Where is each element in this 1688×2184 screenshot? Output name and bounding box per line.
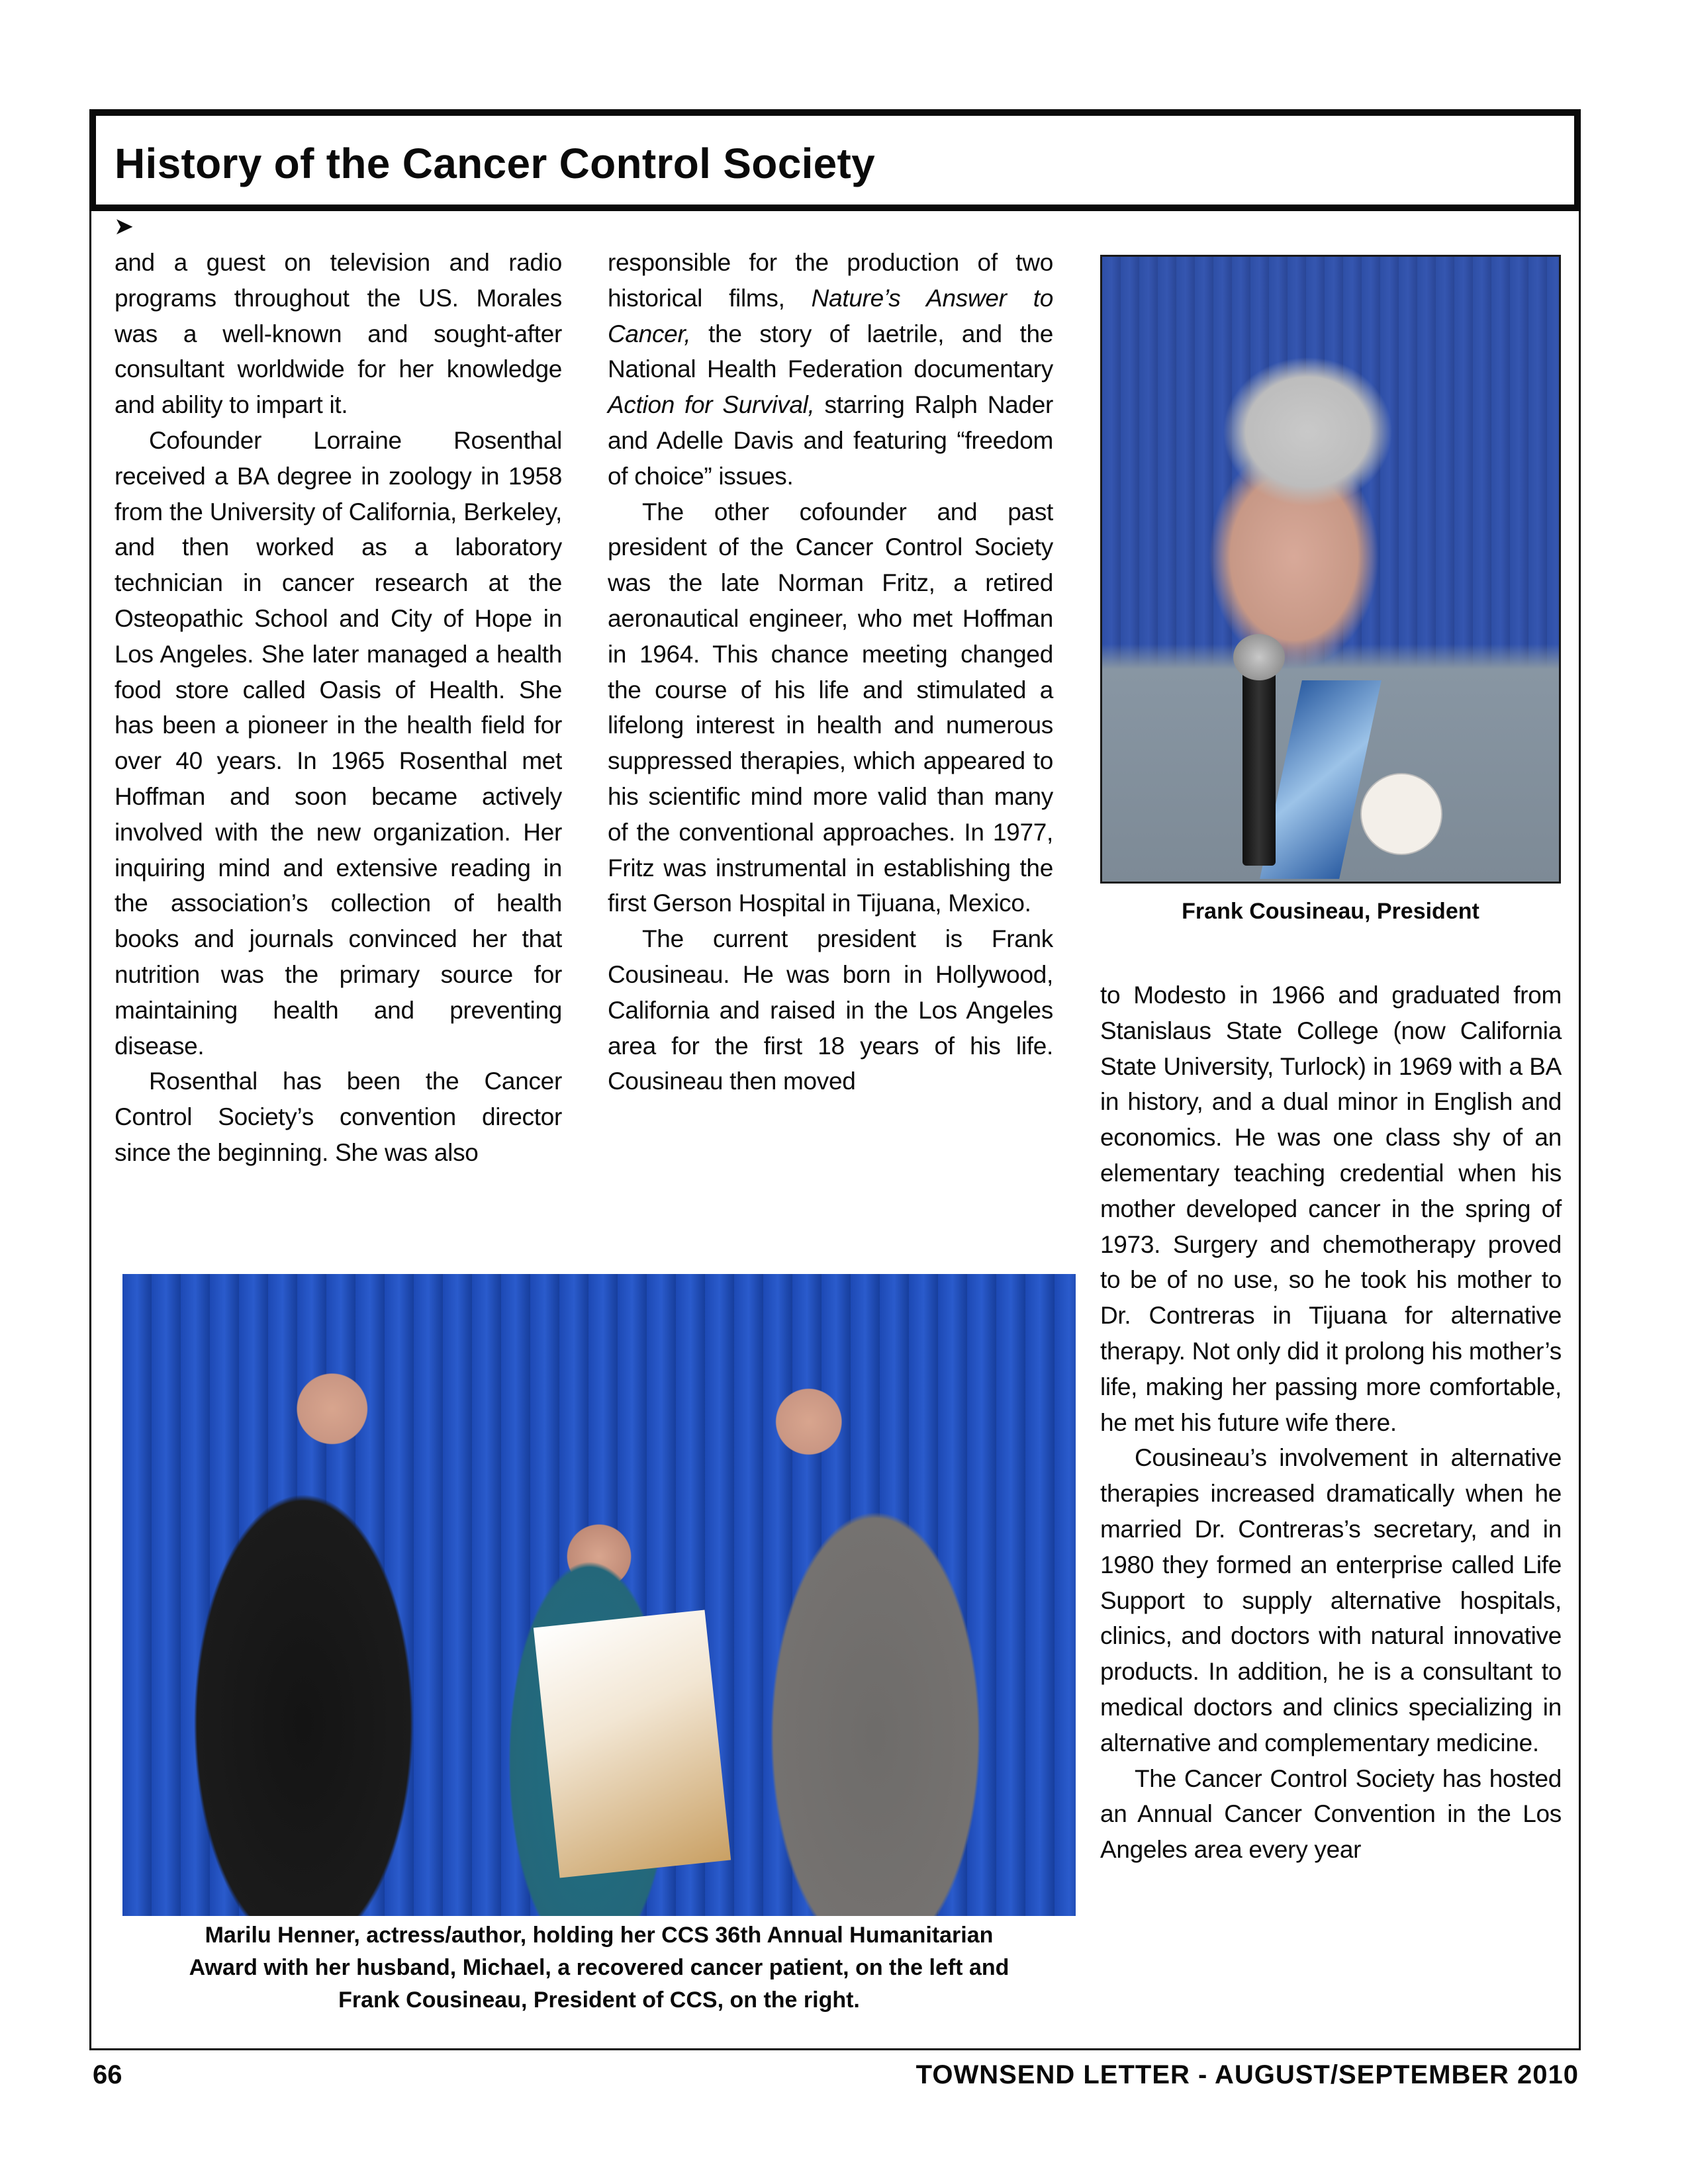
portrait-caption: Frank Cousineau, President <box>1182 899 1479 924</box>
text-run: responsible for the production of two historical films, <box>608 249 1053 312</box>
group-photo-caption <box>122 1919 1076 2017</box>
paragraph: Cousineau’s involvement in alternative therapies increased dramatically when he married Dr. Contreras’s secretary, and in 1980 they formed an enterprise called Life Support to supply alternative hospitals, clinics, and doctors with natural innovative products. In addition, he is a consultant to medical doctors and clinics specializing in alternative and complementary medicine. <box>1100 1444 1562 1756</box>
publication-footer: TOWNSEND LETTER - AUGUST/SEPTEMBER 2010 <box>915 2060 1579 2089</box>
text-run: starring Ralph Nader and Adelle Davis and featuring “freedom of choice” issues. <box>608 391 1053 490</box>
paragraph: Rosenthal has been the Cancer Control Society’s convention director since the beginning. She was also <box>115 1068 562 1166</box>
lapel-button-shape <box>1360 773 1442 855</box>
paragraph: The other cofounder and past president of the Cancer Control Society was the late Norman Fritz, a retired aeronautical engineer, who met Hoffman in 1964. This chance meeting changed the course of his life and stimulated a lifelong interest in health and numerous suppressed therapies, which appeared to his scientific mind more valid than many of the conventional approaches. In 1977, Fritz was instrumental in establishing the first Gerson Hospital in Tijuana, Mexico. <box>608 498 1053 917</box>
film-title: Action for Survival, <box>608 391 815 419</box>
continued-arrow-icon: ➤ <box>114 212 134 240</box>
microphone-shape <box>1243 654 1276 866</box>
page-number: 66 <box>93 2060 122 2089</box>
paragraph <box>608 245 1053 494</box>
page-title: History of the Cancer Control Society <box>115 140 876 187</box>
paragraph: Cofounder Lorraine Rosenthal received a BA degree in zoology in 1958 from the University of California, Berkeley, and then worked as a laboratory technician in cancer research at the Osteopathic School and City of Hope in Los Angeles. She later managed a health food store called Oasis of Health. She has been a pioneer in the health field for over 40 years. In 1965 Rosenthal met Hoffman and soon became actively involved with the new organization. Her inquiring mind and extensive reading in the association’s collection of health books and journals convinced her that nutrition was the primary source for maintaining health and preventing disease. <box>115 426 562 1060</box>
paragraph: The Cancer Control Society has hosted an Annual Cancer Convention in the Los Angeles area every year <box>1100 1764 1562 1864</box>
paragraph: The current president is Frank Cousineau. He was born in Hollywood, California and raised in the Los Angeles area for the first 18 years of his life. Cousineau then moved <box>608 925 1053 1095</box>
caption-line: Frank Cousineau, President of CCS, on the right. <box>338 1987 860 2013</box>
article-column-3 <box>1100 978 1562 1868</box>
caption-line: Award with her husband, Michael, a recovered cancer patient, on the left and <box>189 1955 1009 1980</box>
film-title: Nature’s Answer to Cancer, <box>608 284 1053 347</box>
paragraph: to Modesto in 1966 and graduated from Stanislaus State College (now California State University, Turlock) in 1969 with a BA in history, and a dual minor in English and economics. He was one class shy of an elementary teaching credential when his mother developed cancer in the spring of 1973. Surgery and chemotherapy proved to be of no use, so he took his mother to Dr. Contreras in Tijuana for alternative therapy. Not only did it prolong his mother’s life, making her passing more comfortable, he met his future wife there. <box>1100 981 1562 1436</box>
article-column-2 <box>608 245 1053 1099</box>
award-plaque-shape <box>534 1610 731 1878</box>
title-box <box>89 109 1581 211</box>
text-run: the story of laetrile, and the National Health Federation documentary <box>608 320 1053 383</box>
caption-line: Marilu Henner, actress/author, holding her CCS 36th Annual Humanitarian <box>205 1923 994 1948</box>
group-photo <box>122 1274 1076 1916</box>
tie-shape <box>1260 680 1382 879</box>
portrait-photo <box>1100 255 1561 884</box>
paragraph: and a guest on television and radio programs throughout the US. Morales was a well-known and sought-after consultant worldwide for her knowledge and ability to impart it. <box>115 249 562 419</box>
article-column-1 <box>115 245 562 1171</box>
microphone-head-shape <box>1233 634 1285 680</box>
